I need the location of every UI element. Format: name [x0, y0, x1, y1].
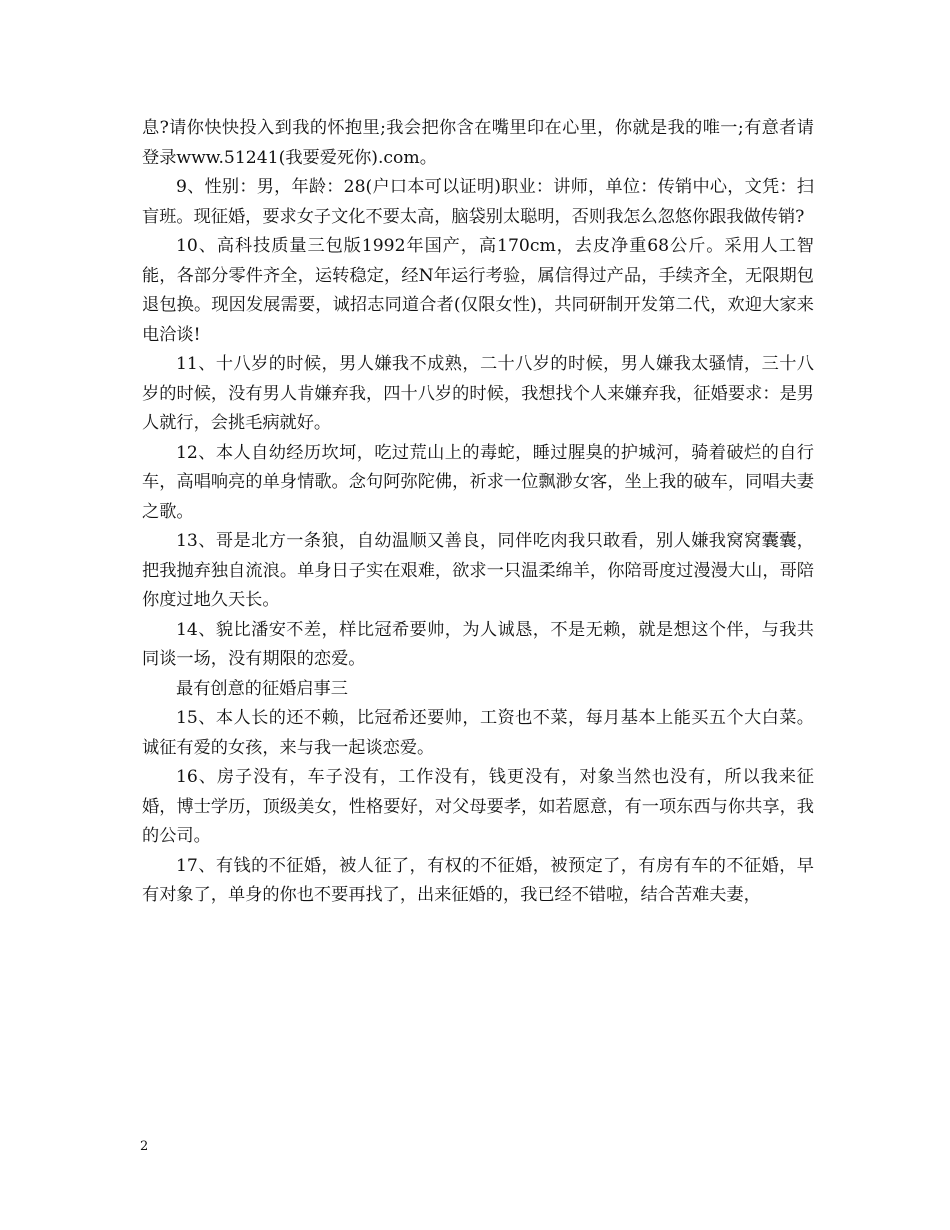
paragraph-continuation: 息?请你快快投入到我的怀抱里;我会把你含在嘴里印在心里，你就是我的唯一;有意者请登录www.51241(我要爱死你).com。 [142, 118, 814, 168]
paragraph-item-9: 9、性别：男，年龄：28(户口本可以证明)职业：讲师，单位：传销中心，文凭：扫盲班。现征婚，要求女子文化不要太高，脑袋别太聪明，否则我怎么忽悠你跟我做传销? [142, 177, 814, 227]
page-number: 2 [140, 1139, 149, 1154]
paragraph-item-11: 11、十八岁的时候，男人嫌我不成熟，二十八岁的时候，男人嫌我太骚情，三十八岁的时候，没有男人肯嫌弃我，四十八岁的时候，我想找个人来嫌弃我，征婚要求：是男人就行，会挑毛病就好。 [142, 354, 814, 433]
paragraph-item-13: 13、哥是北方一条狼，自幼温顺又善良，同伴吃肉我只敢看，别人嫌我窝窝囊囊，把我抛弃独自流浪。单身日子实在艰难，欲求一只温柔绵羊，你陪哥度过漫漫大山，哥陪你度过地久天长。 [142, 531, 814, 610]
paragraph-item-17: 17、有钱的不征婚，被人征了，有权的不征婚，被预定了，有房有车的不征婚，早有对象了，单身的你也不要再找了，出来征婚的，我已经不错啦，结合苦难夫妻， [142, 855, 814, 905]
section-heading: 最有创意的征婚启事三 [176, 678, 348, 699]
paragraph-item-12: 12、本人自幼经历坎坷，吃过荒山上的毒蛇，睡过腥臭的护城河，骑着破烂的自行车，高唱响亮的单身情歌。念句阿弥陀佛，祈求一位飘渺女客，坐上我的破车，同唱夫妻之歌。 [142, 442, 814, 522]
document-body [142, 114, 814, 911]
paragraph-item-14: 14、貌比潘安不差，样比冠希要帅，为人诚恳，不是无赖，就是想这个伴，与我共同谈一场，没有期限的恋爱。 [142, 619, 814, 669]
paragraph-item-15: 15、本人长的还不赖，比冠希还要帅，工资也不菜，每月基本上能买五个大白菜。诚征有爱的女孩，来与我一起谈恋爱。 [142, 708, 814, 758]
paragraph-item-10: 10、高科技质量三包版1992年国产，高170cm，去皮净重68公斤。采用人工智能，各部分零件齐全，运转稳定，经N年运行考验，属信得过产品，手续齐全，无限期包退包换。现因发展需要，诚招志同道合者(仅限女性)，共同研制开发第二代，欢迎大家来电洽谈! [142, 236, 814, 345]
paragraph-item-16: 16、房子没有，车子没有，工作没有，钱更没有，对象当然也没有，所以我来征婚，博士学历，顶级美女，性格要好，对父母要孝，如若愿意，有一项东西与你共享，我的公司。 [142, 767, 814, 846]
